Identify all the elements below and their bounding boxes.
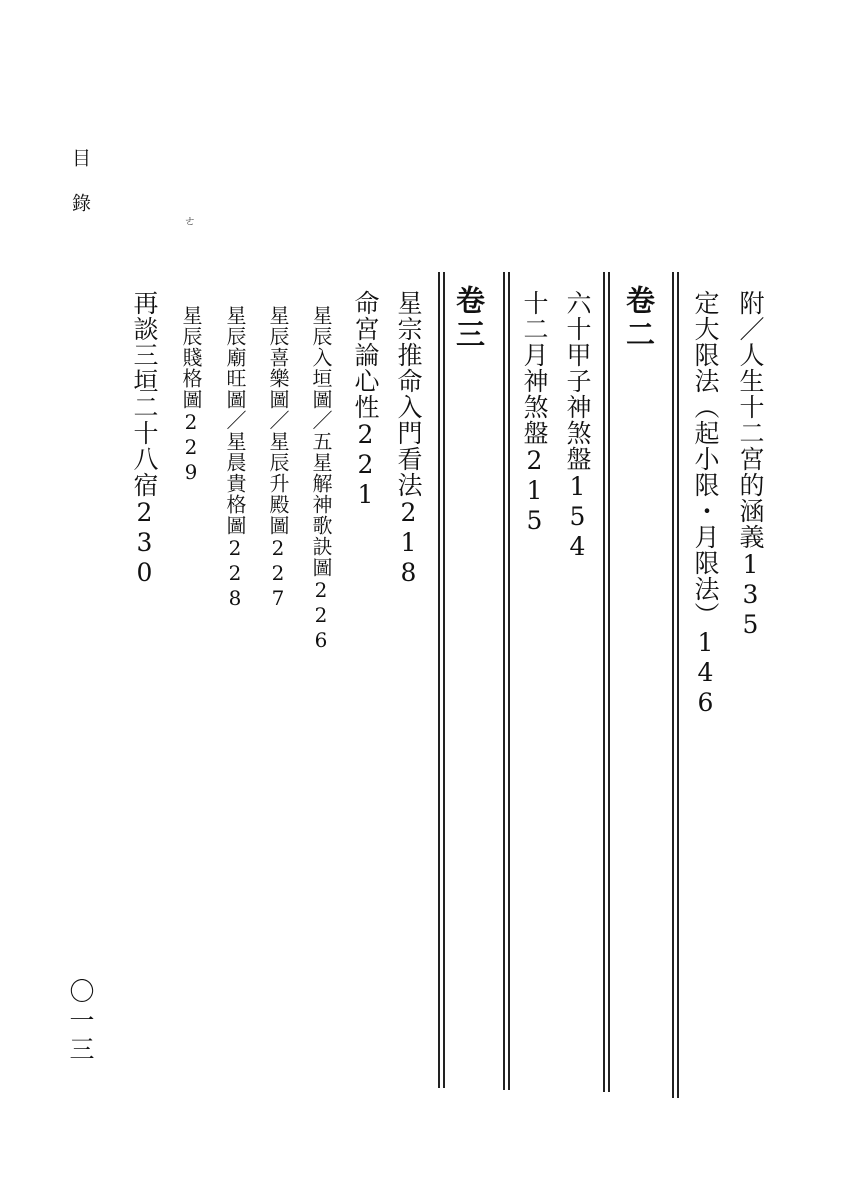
toc-entry[interactable] <box>693 290 718 718</box>
toc-entry[interactable] <box>353 290 378 510</box>
entry-page: 230 <box>130 498 159 588</box>
entry-page: 228 <box>223 536 247 611</box>
entry-page: 154 <box>563 472 592 562</box>
entry-page: 227 <box>266 536 290 611</box>
entry-title: 星宗推命入門看法 <box>394 290 423 498</box>
rule-1b <box>677 272 679 1098</box>
entry-page: 135 <box>736 550 765 640</box>
entry-title: 定大限法（起小限・月限法） <box>691 290 720 628</box>
toc-entry[interactable] <box>132 290 157 588</box>
entry-title: 星辰賤格圖 <box>179 305 203 410</box>
volume-heading-2: 卷二 <box>622 285 656 353</box>
entry-title: 十二月神煞盤 <box>520 290 549 446</box>
entry-title: 附／人生十二宮的涵義 <box>736 290 765 550</box>
rule-2a <box>603 272 605 1092</box>
rule-1a <box>672 272 674 1098</box>
entry-page: 226 <box>309 578 333 653</box>
entry-title: 星辰喜樂圖／星辰升殿圖 <box>266 305 290 536</box>
entry-page: 221 <box>351 420 380 510</box>
rule-3b <box>508 272 510 1090</box>
toc-entry[interactable] <box>225 305 245 611</box>
volume-heading-3: 卷三 <box>452 285 486 353</box>
entry-title: 星辰入垣圖／五星解神歌訣圖 <box>309 305 333 578</box>
rule-3a <box>503 272 505 1090</box>
rule-2b <box>608 272 610 1092</box>
entry-page: 215 <box>520 446 549 536</box>
toc-entry[interactable] <box>522 290 547 536</box>
entry-title: 六十甲子神煞盤 <box>563 290 592 472</box>
toc-entry[interactable] <box>311 305 331 653</box>
toc-entry[interactable] <box>396 290 421 588</box>
entry-page: 218 <box>394 498 423 588</box>
entry-title: 星辰廟旺圖／星晨貴格圖 <box>223 305 247 536</box>
stray-mark: ㄜ <box>184 214 197 228</box>
rule-4b <box>443 272 445 1088</box>
entry-title: 命宮論心性 <box>351 290 380 420</box>
toc-entry[interactable] <box>738 290 763 640</box>
entry-page: 146 <box>691 628 720 718</box>
toc-entry[interactable] <box>268 305 288 611</box>
rule-4a <box>438 272 440 1088</box>
entry-page: 229 <box>179 410 203 485</box>
toc-header: 目錄 <box>69 148 91 238</box>
toc-entry[interactable] <box>565 290 590 562</box>
page-number: 〇一三 <box>66 978 95 1065</box>
entry-title: 再談三垣二十八宿 <box>130 290 159 498</box>
toc-entry[interactable] <box>181 305 201 485</box>
